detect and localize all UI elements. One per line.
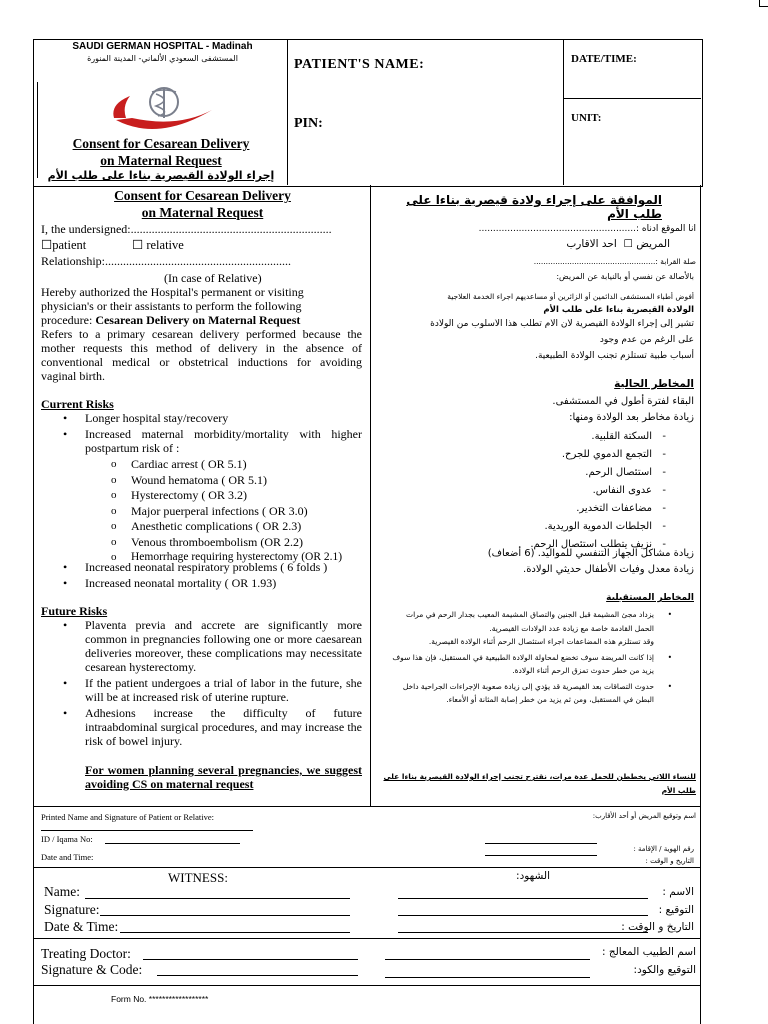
arabic-future-1b: وقد تستلزم هذه المضاعفات اجراء استئصال الرحم أثناء الولادة القيصرية. xyxy=(428,637,654,646)
body-border-left xyxy=(33,185,34,806)
checkbox-icon: ☐ xyxy=(41,238,53,252)
hospital-name: SAUDI GERMAN HOSPITAL - Madinah xyxy=(72,41,253,52)
patient-name-label: PATIENT'S NAME: xyxy=(294,57,425,72)
list-item: • حدوث التصاقات بعد القيصرية قد يؤدي إلى زيادة صعوبة الإجراءات الجراحية داخل البطن في المستقبل، ومن ثم يزيد من خطر إصابة المثانة أو الأمعاء. xyxy=(388,680,672,707)
arabic-undersigned: أنا الموقع أدناه :....................................................... xyxy=(478,224,696,234)
list-item: • إذا كانت المريضة سوف تخضع لمحاولة الولادة الطبيعية في المستقبل، فإن هذا سوف يزيد من خطر حدوث تمزق الرحم أثناء الولادة. xyxy=(388,651,672,678)
id-label xyxy=(41,834,93,844)
witness-signature-field[interactable] xyxy=(100,915,350,916)
procedure-name: Cesarean Delivery on Maternal Request xyxy=(95,313,301,327)
arabic-relationship: صلة القرابة :................................................... xyxy=(533,257,696,266)
relative-checkbox[interactable] xyxy=(132,237,184,253)
case-relative-note: (In case of Relative) xyxy=(164,271,262,285)
english-title-2: on Maternal Request xyxy=(141,205,264,220)
list-item: - نزيف يتطلب استئصال الرحم. xyxy=(376,536,666,554)
arabic-authorize: أفوض أطباء المستشفى الدائمين أو الزائرين أو مساعديهم اجراء الخدمة العلاجية xyxy=(447,292,694,301)
hospital-name-arabic: المستشفى السعودي الألماني- المدينة المنورة xyxy=(87,54,238,63)
list-item: • If the patient undergoes a trial of labor in the future, she will be at increased risk of uterine rupture. xyxy=(41,676,362,704)
date-time-label: DATE/TIME: xyxy=(571,53,637,65)
witness-name-field[interactable] xyxy=(85,898,350,899)
witness-signature-field-arabic[interactable] xyxy=(398,915,648,916)
treating-doctor-field[interactable] xyxy=(143,959,358,960)
header-title-arabic: إجراء الولادة القيصرية بناءا على طلب الأم xyxy=(47,169,275,182)
arabic-options xyxy=(470,238,670,250)
list-item: o Wound hematoma ( OR 5.1) xyxy=(41,473,362,487)
list-item: o Venous thromboembolism (OR 2.2) xyxy=(41,535,362,549)
witness-signature-label: Signature: xyxy=(44,902,100,917)
arabic-current-4: زيادة معدل وفيات الأطفال حديثي الولادة. xyxy=(523,564,694,575)
header-divider-3 xyxy=(563,98,701,99)
id-field[interactable] xyxy=(105,843,240,844)
arabic-refers-1: تشير إلى إجراء الولادة القيصرية لأن الأم تطلب هذا الأسلوب من الولادة xyxy=(430,319,694,329)
doctor-divider xyxy=(33,938,701,939)
id-label-arabic: رقم الهوية / الإقامة : xyxy=(633,845,694,853)
pin-label: PIN: xyxy=(294,116,323,131)
printed-name-field[interactable] xyxy=(41,830,253,831)
arabic-title: الموافقة على إجراء ولادة قيصرية بناءا على طلب الأم xyxy=(406,193,662,221)
arabic-future-1: يزداد مجئ المشيمة قبل الجنين والتصاق المشيمة المعيب بجدار الرحم في مرات الحمل القادمة خاصة مع زيادة عدد الولادات القيصرية. xyxy=(406,610,654,633)
list-item: - استئصال الرحم. xyxy=(376,464,666,482)
checkbox-icon: ☐ xyxy=(623,238,633,250)
relative-option-label: relative xyxy=(146,238,184,252)
id-label-text: ID / Iqama No: xyxy=(41,834,93,844)
signature-code-label: Signature & Code: xyxy=(41,962,143,977)
list-item: o Anesthetic complications ( OR 2.3) xyxy=(41,519,362,533)
future-risks-heading: Future Risks xyxy=(41,604,108,618)
witness-datetime-field[interactable] xyxy=(120,932,350,933)
authorize-line-3 xyxy=(41,313,300,328)
list-item: o Major puerperal infections ( OR 3.0) xyxy=(41,504,362,518)
body-border-bottom xyxy=(33,806,701,807)
arabic-refers-2: على الرغم من عدم وجود xyxy=(599,335,694,345)
signature-code-label-arabic: التوقيع والكود: xyxy=(633,964,696,976)
witness-name-label: Name: xyxy=(44,884,80,899)
arabic-current-3: زيادة مشاكل الجهاز التنفسي للمواليد. (6 أضعاف) xyxy=(487,548,694,559)
witness-name-field-arabic[interactable] xyxy=(398,898,648,899)
footer-border-left xyxy=(33,806,34,1024)
list-item: • Increased maternal morbidity/mortality with higher postpartum risk of : xyxy=(41,427,362,455)
list-item: • Plaventa previa and accrete are significantly more common in pregnancies following one or more caesarean deliveries moreover, these complications may necessitate cesarean hysterectomy. xyxy=(41,618,362,674)
treating-doctor-label-arabic: اسم الطبيب المعالج : xyxy=(601,946,696,958)
header-title-1: Consent for Cesarean Delivery xyxy=(72,136,250,151)
arabic-current-2: زيادة مخاطر بعد الولادة ومنها: xyxy=(569,412,694,423)
arabic-current-risks-heading: المخاطر الحالية xyxy=(614,378,694,390)
future-risks-list xyxy=(41,618,362,748)
witness-divider xyxy=(33,867,701,868)
sub-risks-list xyxy=(41,457,362,564)
arabic-sub-risks-list xyxy=(376,428,666,554)
authorize-line-1: Hereby authorized the Hospital's permanent or visiting xyxy=(41,285,304,299)
witness-datetime-label-arabic: التاريخ و الوقت : xyxy=(621,921,694,933)
checkbox-icon: ☐ xyxy=(132,238,147,252)
arabic-self-proxy: بالأصالة عن نفسي أو بالنيابة عن المريض: xyxy=(556,272,694,281)
header-divider-2 xyxy=(563,39,564,185)
current-risks-list xyxy=(41,411,362,455)
list-item: • Adhesions increase the difficulty of future intraabdominal surgical procedures, and may increase the risk of bowel injury. xyxy=(41,706,362,748)
refers-paragraph: Refers to a primary cesarean delivery performed because the mother requests this method of delivery in the absence of conventional medical or obstetrical inductions for avoiding vaginal birth. xyxy=(41,327,362,383)
list-item xyxy=(388,608,672,649)
witness-name-label-arabic: الاسم : xyxy=(662,886,694,898)
list-item: o Cardiac arrest ( OR 5.1) xyxy=(41,457,362,471)
arabic-relative-checkbox[interactable] xyxy=(566,238,616,250)
treating-doctor-label: Treating Doctor: xyxy=(41,946,131,961)
patient-option-label: patient xyxy=(52,238,87,252)
list-item: - مضاعفات التخدير. xyxy=(376,500,666,518)
corner-mark xyxy=(759,6,768,7)
printed-name-label: Printed Name and Signature of Patient or Relative: xyxy=(41,812,215,822)
list-item: o Hemorrhage requiring hysterectomy (OR 2.1) xyxy=(41,550,362,564)
witness-signature-label-arabic: التوقيع : xyxy=(658,904,694,916)
body-border-right xyxy=(700,185,701,806)
treating-doctor-field-arabic[interactable] xyxy=(385,959,590,960)
header-divider-1 xyxy=(287,39,288,185)
relationship-line: Relationship:.............................................................. xyxy=(41,254,291,268)
footer-divider xyxy=(33,985,701,986)
authorize-line-2: physician's or their assistants to perform the following xyxy=(41,299,302,313)
arabic-patient-label: المريض xyxy=(636,238,670,250)
procedure-prefix: procedure: xyxy=(41,313,96,327)
patient-checkbox[interactable] xyxy=(41,237,86,253)
signature-code-field-arabic[interactable] xyxy=(385,977,590,978)
english-title-1: Consent for Cesarean Delivery xyxy=(114,188,291,203)
unit-label: UNIT: xyxy=(571,112,602,124)
list-item: - عدوى النفاس. xyxy=(376,482,666,500)
date-label: Date and Time: xyxy=(41,852,94,862)
date-label-arabic: التاريخ و الوقت : xyxy=(645,857,694,865)
list-item: • Increased neonatal mortality ( OR 1.93) xyxy=(41,576,362,590)
arabic-patient-checkbox[interactable] xyxy=(623,238,670,250)
arabic-future-risks-heading: المخاطر المستقبلية xyxy=(606,593,694,603)
neonatal-risks-list xyxy=(41,560,362,590)
footer-border-right xyxy=(700,806,701,1024)
witness-label-arabic: الشهود: xyxy=(516,870,550,882)
printed-name-label-arabic: اسم وتوقيع المريض أو أحد الأقارب: xyxy=(592,812,696,820)
current-risks-heading: Current Risks xyxy=(41,397,114,411)
list-item: • Longer hospital stay/recovery xyxy=(41,411,362,425)
arabic-procedure: الولادة القيصرية بناءا على طلب الأم xyxy=(543,305,694,315)
list-item: - الجلطات الدموية الوريدية. xyxy=(376,518,666,536)
witness-label: WITNESS: xyxy=(168,870,228,885)
arabic-relative-label: احد الاقارب xyxy=(566,238,617,250)
witness-datetime-label: Date & Time: xyxy=(44,919,119,934)
caduceus-logo-icon xyxy=(108,84,220,132)
list-item: • Increased neonatal respiratory problems ( 6 folds ) xyxy=(41,560,362,574)
body-column-divider xyxy=(370,185,371,806)
women-note: For women planning several pregnancies, we suggest avoiding CS on maternal request xyxy=(85,763,362,791)
list-item: o Hysterectomy ( OR 3.2) xyxy=(41,488,362,502)
arabic-women-note: للنساء اللاتي يخططن للحمل عدة مرات، نقترح تجنب إجراء الولادة القيصرية بناءا على طلب الأم xyxy=(383,772,696,795)
undersigned-line: I, the undersigned:................................................................... xyxy=(41,222,332,236)
list-item: - السكتة القلبية. xyxy=(376,428,666,446)
signature-code-field[interactable] xyxy=(157,975,358,976)
arabic-refers-3: أسباب طبية تستلزم تجنب الولادة الطبيعية. xyxy=(535,351,694,361)
arabic-current-1: البقاء لفترة أطول في المستشفى. xyxy=(552,396,694,407)
list-item: - التجمع الدموي للجرح. xyxy=(376,446,666,464)
id-field-arabic[interactable] xyxy=(485,843,597,844)
arabic-future-risks-list xyxy=(388,608,672,707)
form-number: Form No. ****************** xyxy=(111,994,209,1004)
header-title-2: on Maternal Request xyxy=(100,153,222,168)
date-field-arabic[interactable] xyxy=(485,855,597,856)
